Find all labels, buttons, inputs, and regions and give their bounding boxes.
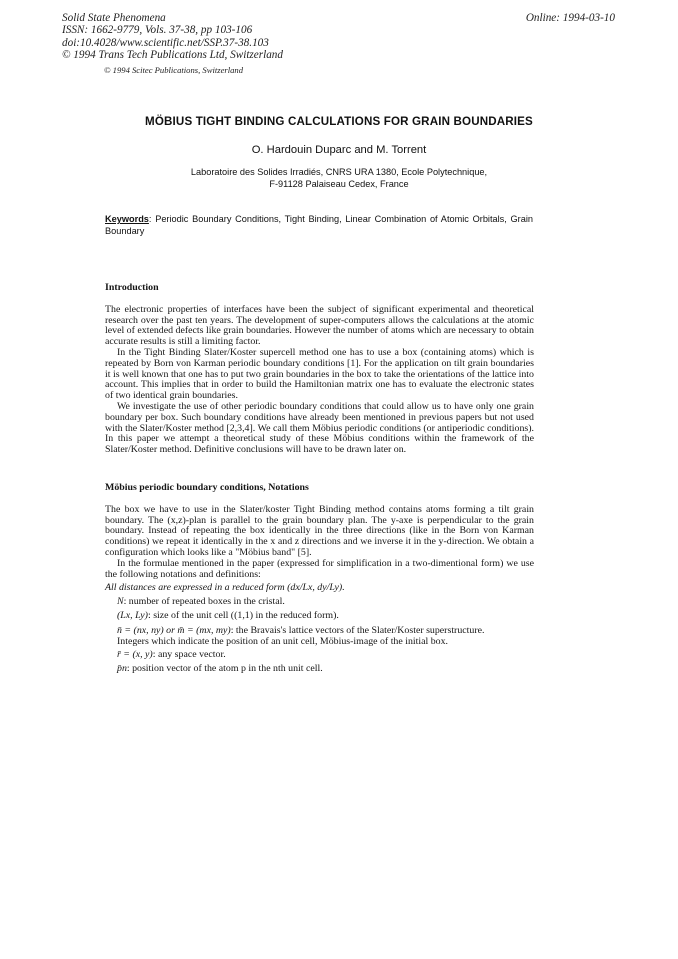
symbol-p: p̄n: [117, 663, 127, 675]
mobius-heading: Möbius periodic boundary conditions, Notations: [105, 482, 309, 493]
symbol-l: (Lx, Ly): [117, 609, 148, 621]
paper-authors: O. Hardouin Duparc and M. Torrent: [251, 144, 427, 156]
symbol-lattice-vectors: n̄ = (nx, ny) or m̄ = (mx, my): [117, 624, 231, 636]
doi-line: doi:10.4028/www.scientific.net/SSP.37-38.103: [62, 36, 269, 49]
affiliation-line-2: F-91128 Palaiseau Cedex, France: [269, 179, 409, 190]
reduced-form-expression: (dx/Lx, dy/Ly).: [287, 582, 345, 594]
issn-line: ISSN: 1662-9779, Vols. 37-38, pp 103-106: [62, 24, 253, 37]
introduction-heading: Introduction: [105, 282, 159, 293]
mobius-section: [105, 483, 534, 675]
intro-paragraph-1: The electronic properties of interfaces have been the subject of significant experimental and theoretical research over the past ten years. The development of super-computers allows the calculations at the atomic level of extended defects like grain boundaries. However the number of atoms which are necessary to obtain accurate results is still a limiting factor.: [105, 303, 534, 348]
symbol-r: r̄ = (x, y): [117, 649, 153, 661]
definition-r: r̄ = (x, y): any space vector.: [117, 649, 226, 661]
scitec-copyright: © 1994 Scitec Publications, Switzerland: [104, 65, 244, 75]
keywords-text: : Periodic Boundary Conditions, Tight Binding, Linear Combination of Atomic Orbitals, Grain Boundary: [105, 214, 533, 236]
reduced-form-text: All distances are expressed in a reduced form: [105, 582, 285, 594]
copyright-line: © 1994 Trans Tech Publications Ltd, Switzerland: [62, 49, 283, 62]
keywords: [105, 214, 533, 237]
publication-header: [62, 12, 283, 62]
paper-affiliation: [0, 166, 678, 190]
intro-paragraph-2: In the Tight Binding Slater/Koster supercell method one has to use a box (containing atoms) which is repeated by Born von Karman periodic boundary conditions [1]. For the application on tilt grain boundaries it is well known that one has to put two grain boundaries in the box to take the orientations of the lattice into account. This implies that in order to build the Hamiltonian matrix one has to evaluate the electronic states of two identical grain boundaries.: [105, 346, 534, 402]
definition-n: N: number of repeated boxes in the cristal.: [117, 596, 285, 608]
affiliation-line-1: Laboratoire des Solides Irradiés, CNRS URA 1380, Ecole Polytechnique,: [190, 167, 488, 177]
symbol-n: N: [117, 596, 124, 608]
keywords-label: Keywords: [105, 214, 149, 224]
intro-paragraph-3: We investigate the use of other periodic boundary conditions that could allow us to have only one grain boundary per box. Such boundary conditions have already been mentioned in previous papers but not used with the Slater/Koster method [2,3,4]. We call them Möbius periodic conditions (or antiperiodic conditions). In this paper we attempt a theoretical study of these Möbius conditions within the framework of the Slater/Koster method. Definitive conclusions will have to be drawn later on.: [105, 400, 534, 456]
definition-integers: Integers which indicate the position of an unit cell, Möbius-image of the initial box.: [117, 635, 449, 647]
reduced-form-note: [105, 583, 534, 594]
journal-name: Solid State Phenomena: [62, 12, 166, 24]
online-date: Online: 1994-03-10: [525, 12, 615, 24]
definition-l: (Lx, Ly): size of the unit cell ((1,1) in the reduced form).: [117, 609, 339, 621]
definition-p: p̄n: position vector of the atom p in the nth unit cell.: [117, 663, 323, 675]
mobius-paragraph-1: The box we have to use in the Slater/koster Tight Binding method contains atoms forming a tilt grain boundary. The (x,z)-plan is parallel to the grain boundary plan. The y-axe is perpendicular to the grain boundary. Instead of repeating the box identically in the three directions (like in the Born von Karman conditions) we repeat it identically in the x and z directions and we inverse it in the y-direction. We obtain a configuration which looks like a "Möbius band" [5].: [105, 503, 534, 558]
definition-lattice-vectors: n̄ = (nx, ny) or m̄ = (mx, my): the Bravais's lattice vectors of the Slater/Koster superstructure.: [117, 624, 485, 636]
mobius-paragraph-2: In the formulae mentioned in the paper (expressed for simplification in a two-dimentional form) we use the following notations and definitions:: [105, 557, 534, 580]
paper-title: MÖBIUS TIGHT BINDING CALCULATIONS FOR GRAIN BOUNDARIES: [145, 115, 533, 128]
introduction-section: [105, 283, 534, 456]
